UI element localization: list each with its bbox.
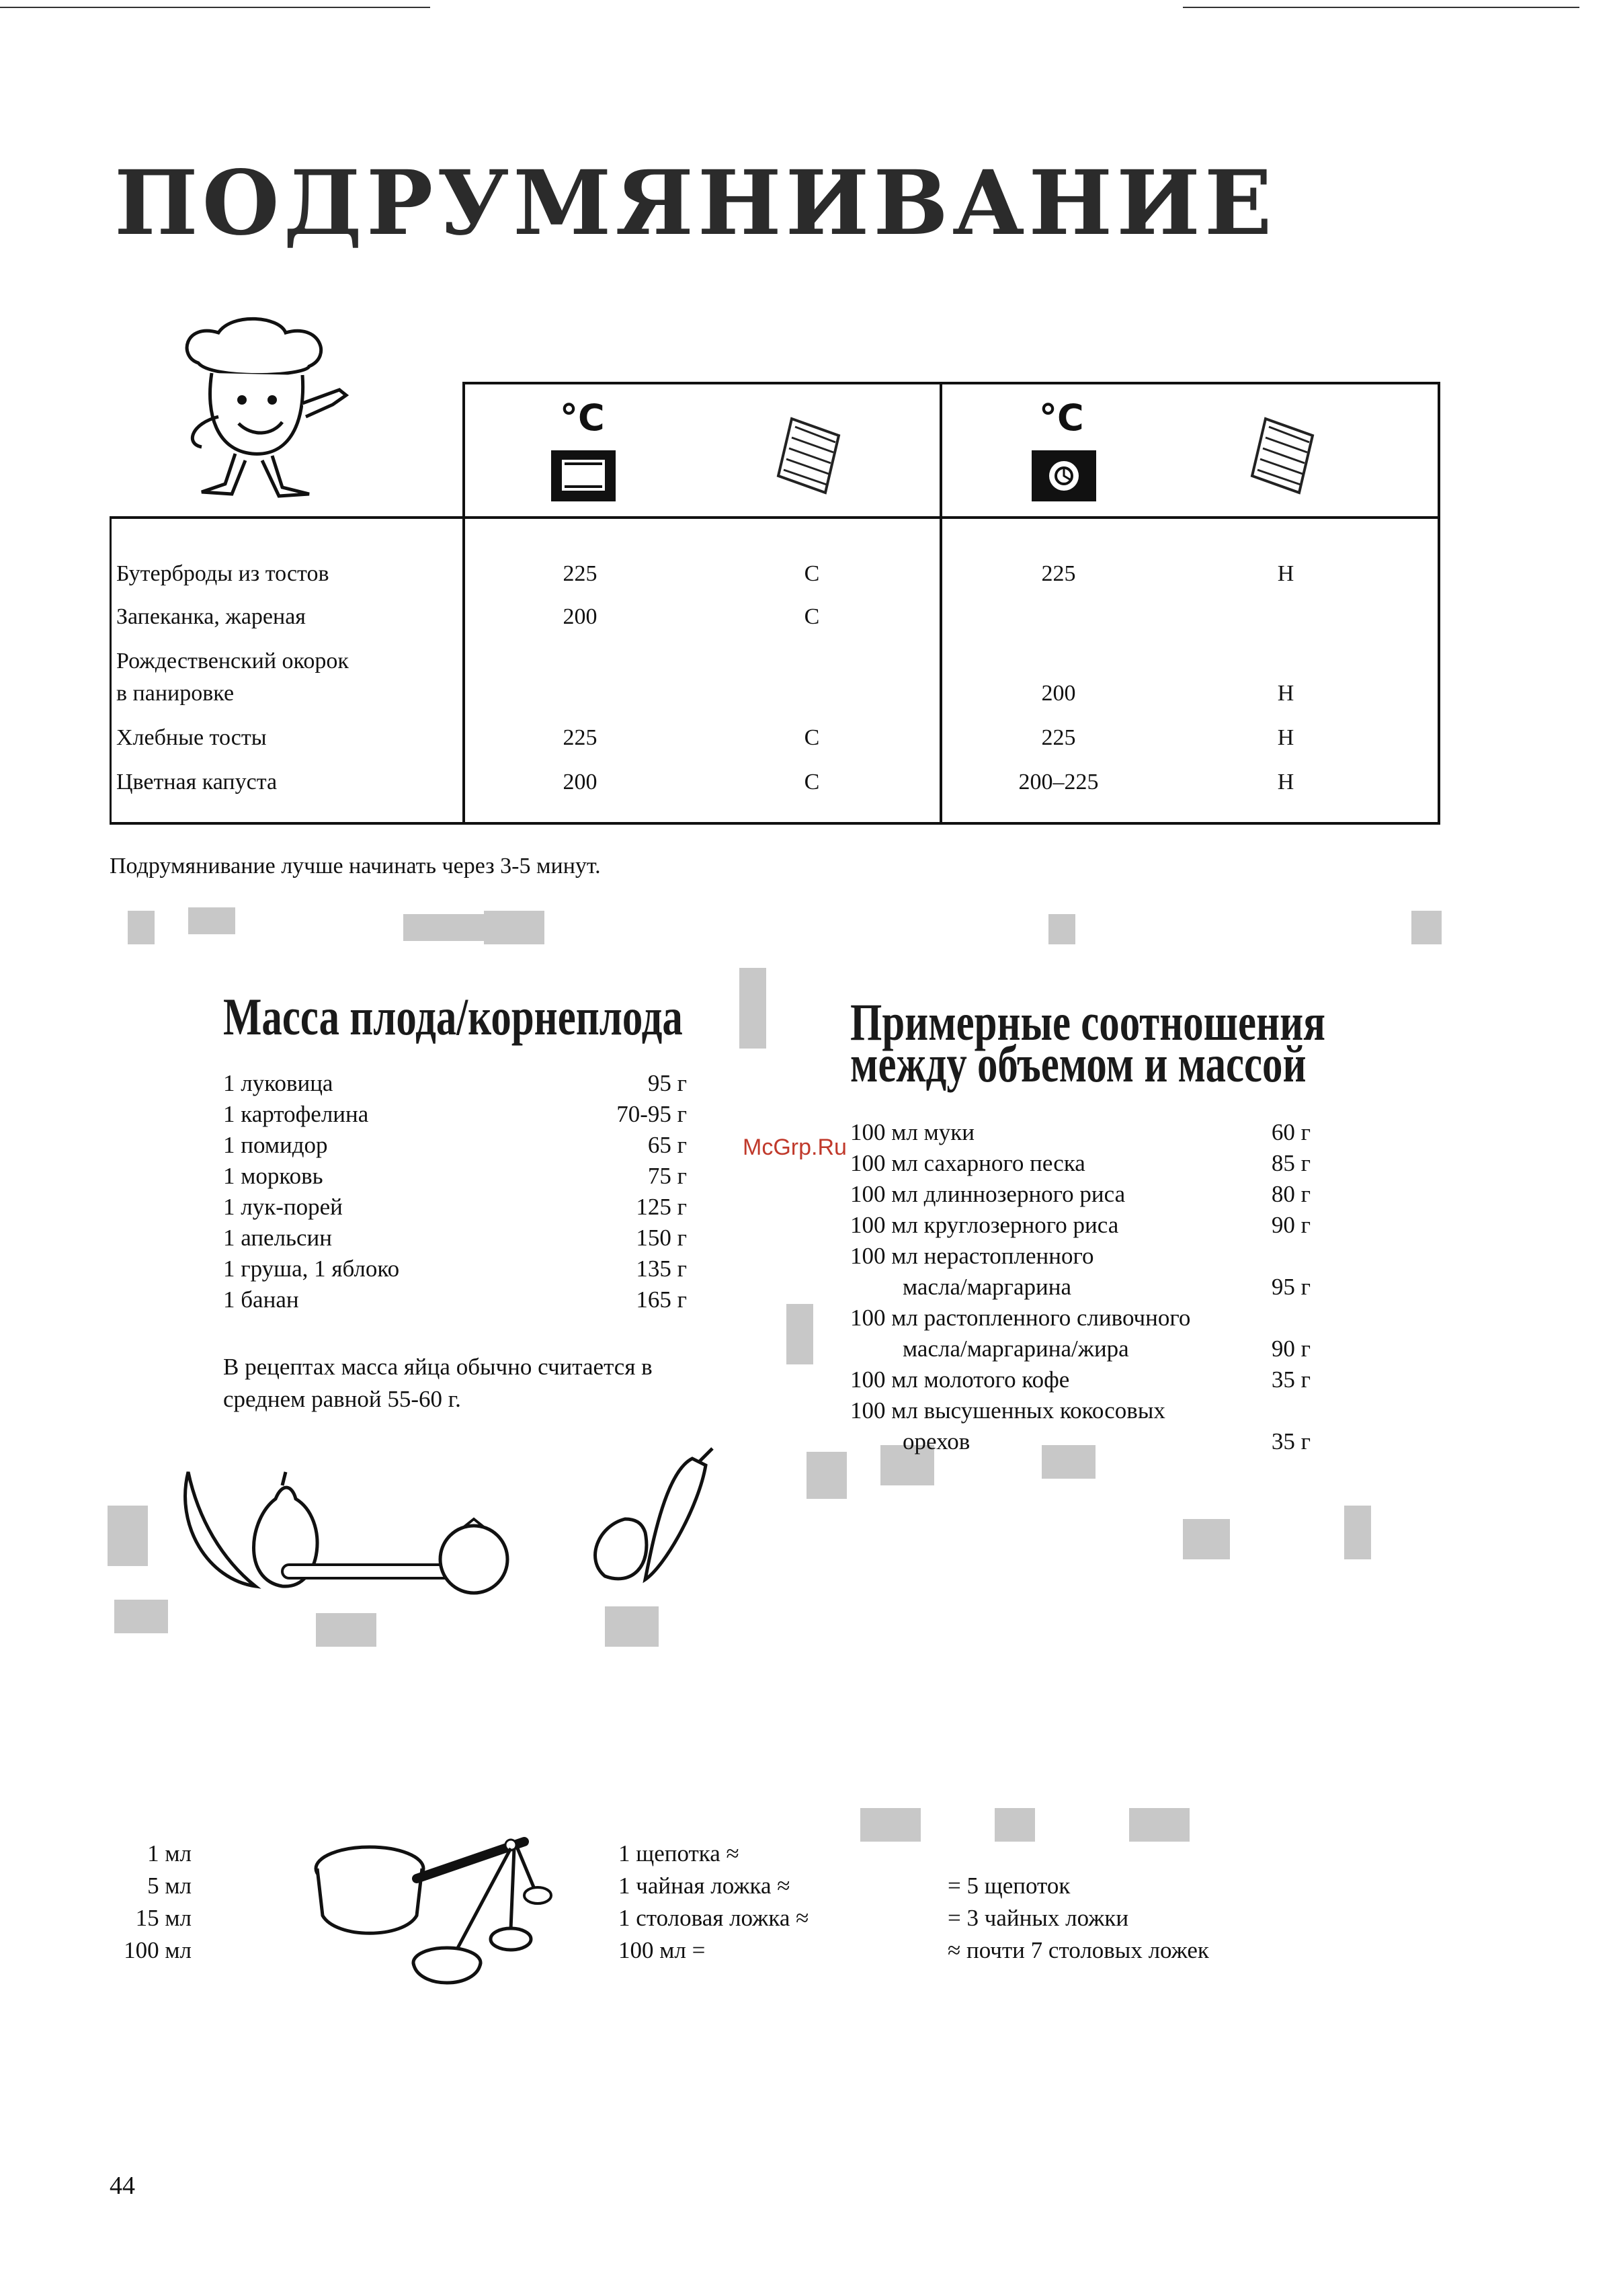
list-item-name: 1 апельсин: [223, 1225, 333, 1251]
list-item-name: 1 картофелина: [223, 1101, 369, 1127]
scan-speck: [1411, 911, 1442, 944]
list-item-name: 1 банан: [223, 1286, 299, 1313]
vegetables-illustration: [168, 1445, 773, 1600]
oven-top-bottom-heat-icon: [550, 449, 617, 503]
rack-level-value: C: [804, 604, 820, 629]
temperature-value: 200: [563, 604, 597, 629]
row-label: в панировке: [116, 681, 235, 706]
list-item-value: 125 г: [636, 1194, 687, 1220]
watermark: McGrp.Ru: [743, 1135, 847, 1160]
wire-rack-icon: [1245, 412, 1326, 499]
page-title: ПОДРУМЯНИВАНИЕ: [114, 151, 1276, 255]
scan-speck: [114, 1600, 168, 1633]
scan-speck: [786, 1304, 813, 1364]
measure-equivalent: ≈ почти 7 столовых ложек: [948, 1937, 1209, 1963]
scan-speck: [860, 1808, 921, 1842]
temperature-value: 225: [1041, 725, 1076, 750]
temperature-value: 200–225: [1018, 770, 1099, 794]
list-item-name: 1 помидор: [223, 1132, 328, 1158]
temperature-value: 225: [563, 561, 597, 586]
rack-level-value: H: [1277, 770, 1294, 794]
celsius-label: °C: [1039, 397, 1084, 439]
list-item-value: 95 г: [1271, 1274, 1311, 1300]
row-label: Рождественский окорок: [116, 649, 349, 673]
measure-volume: 5 мл: [147, 1873, 192, 1899]
list-item-value: 75 г: [647, 1163, 687, 1189]
scan-speck: [108, 1506, 148, 1566]
scan-speck: [484, 911, 544, 944]
oven-fan-heat-icon: [1030, 449, 1098, 503]
rack-level-value: H: [1277, 681, 1294, 706]
measure-unit: 100 мл =: [618, 1937, 706, 1963]
list-item-value: 90 г: [1271, 1336, 1311, 1362]
list-item-value: 35 г: [1271, 1428, 1311, 1454]
list-item-name: 1 груша, 1 яблоко: [223, 1256, 400, 1282]
list-item-value: 165 г: [636, 1286, 687, 1313]
scan-speck: [605, 1606, 659, 1647]
egg-mass-note: В рецептах масса яйца обычно считается в среднем равной 55-60 г.: [223, 1354, 653, 1412]
measure-volume: 1 мл: [147, 1840, 192, 1867]
ratios-title-line2: между объемом и массой: [850, 1034, 1307, 1093]
ratios-title-line1: Примерные соотношения: [850, 993, 1326, 1051]
scan-line: [1183, 7, 1579, 8]
measure-unit: 1 щепотка ≈: [618, 1840, 739, 1867]
list-item-name: 100 мл высушенных кокосовых: [850, 1397, 1165, 1424]
scan-speck: [739, 968, 766, 1049]
list-item-name: 100 мл длиннозерного риса: [850, 1181, 1126, 1207]
measure-unit: 1 чайная ложка ≈: [618, 1873, 790, 1899]
list-item-value: 95 г: [647, 1070, 687, 1096]
list-item-name: масла/маргарина/жира: [903, 1336, 1129, 1362]
browning-note: Подрумянивание лучше начинать через 3-5 минут.: [110, 854, 601, 878]
scan-speck: [188, 907, 235, 934]
list-item-name: 100 мл растопленного сливочного: [850, 1305, 1191, 1331]
celsius-label: °C: [560, 397, 605, 439]
list-item-value: 65 г: [647, 1132, 687, 1158]
row-label: Цветная капуста: [116, 770, 278, 794]
scan-speck: [316, 1613, 376, 1647]
row-label: Бутерброды из тостов: [116, 561, 329, 586]
scan-speck: [128, 911, 155, 944]
rack-level-value: C: [804, 725, 820, 750]
oven-settings-table: [110, 382, 1440, 824]
list-item-name: 1 морковь: [223, 1163, 323, 1189]
list-item-name: 1 лук-порей: [223, 1194, 343, 1220]
scan-line: [0, 7, 430, 8]
measure-equivalent: = 5 щепоток: [948, 1873, 1071, 1899]
measure-unit: 1 столовая ложка ≈: [618, 1905, 809, 1931]
list-item-name: орехов: [903, 1428, 970, 1454]
list-item-value: 135 г: [636, 1256, 687, 1282]
measures-list: [124, 1840, 1304, 1975]
list-item-value: 70-95 г: [616, 1101, 687, 1127]
page-number: 44: [110, 2172, 135, 2200]
list-item-name: 100 мл нерастопленного: [850, 1243, 1094, 1269]
list-item-value: 85 г: [1271, 1150, 1311, 1176]
wire-rack-icon: [772, 412, 852, 499]
rack-level-value: C: [804, 561, 820, 586]
list-item-name: масла/маргарина: [903, 1274, 1072, 1300]
rack-level-value: H: [1277, 725, 1294, 750]
row-label: Хлебные тосты: [116, 725, 267, 750]
scan-speck: [403, 914, 484, 941]
rack-level-value: C: [804, 770, 820, 794]
list-item-name: 100 мл сахарного песка: [850, 1150, 1085, 1176]
scan-speck: [1344, 1506, 1371, 1559]
row-label: Запеканка, жареная: [116, 604, 306, 629]
list-item-name: 100 мл молотого кофе: [850, 1366, 1070, 1393]
list-item-name: 1 луковица: [223, 1070, 333, 1096]
scan-speck: [1183, 1519, 1230, 1559]
scan-speck: [995, 1808, 1035, 1842]
scan-speck: [807, 1452, 847, 1499]
list-item-value: 60 г: [1271, 1119, 1311, 1145]
list-item-name: 100 мл муки: [850, 1119, 975, 1145]
temperature-value: 200: [1041, 681, 1076, 706]
rack-level-value: H: [1277, 561, 1294, 586]
measure-volume: 15 мл: [135, 1905, 192, 1931]
list-item-value: 150 г: [636, 1225, 687, 1251]
measuring-cups-icon: [309, 1815, 591, 2003]
measure-volume: 100 мл: [124, 1937, 192, 1963]
list-item-name: 100 мл круглозерного риса: [850, 1212, 1119, 1238]
temperature-value: 225: [1041, 561, 1076, 586]
fruit-mass-title: Масса плода/корнеплода: [223, 987, 683, 1046]
fruit-mass-list: [223, 1070, 687, 1325]
scan-speck: [1048, 914, 1075, 944]
measure-equivalent: = 3 чайных ложки: [948, 1905, 1129, 1931]
temperature-value: 200: [563, 770, 597, 794]
list-item-value: 90 г: [1271, 1212, 1311, 1238]
ratios-list: [850, 1119, 1311, 1469]
scan-speck: [1129, 1808, 1190, 1842]
list-item-value: 80 г: [1271, 1181, 1311, 1207]
temperature-value: 225: [563, 725, 597, 750]
list-item-value: 35 г: [1271, 1366, 1311, 1393]
